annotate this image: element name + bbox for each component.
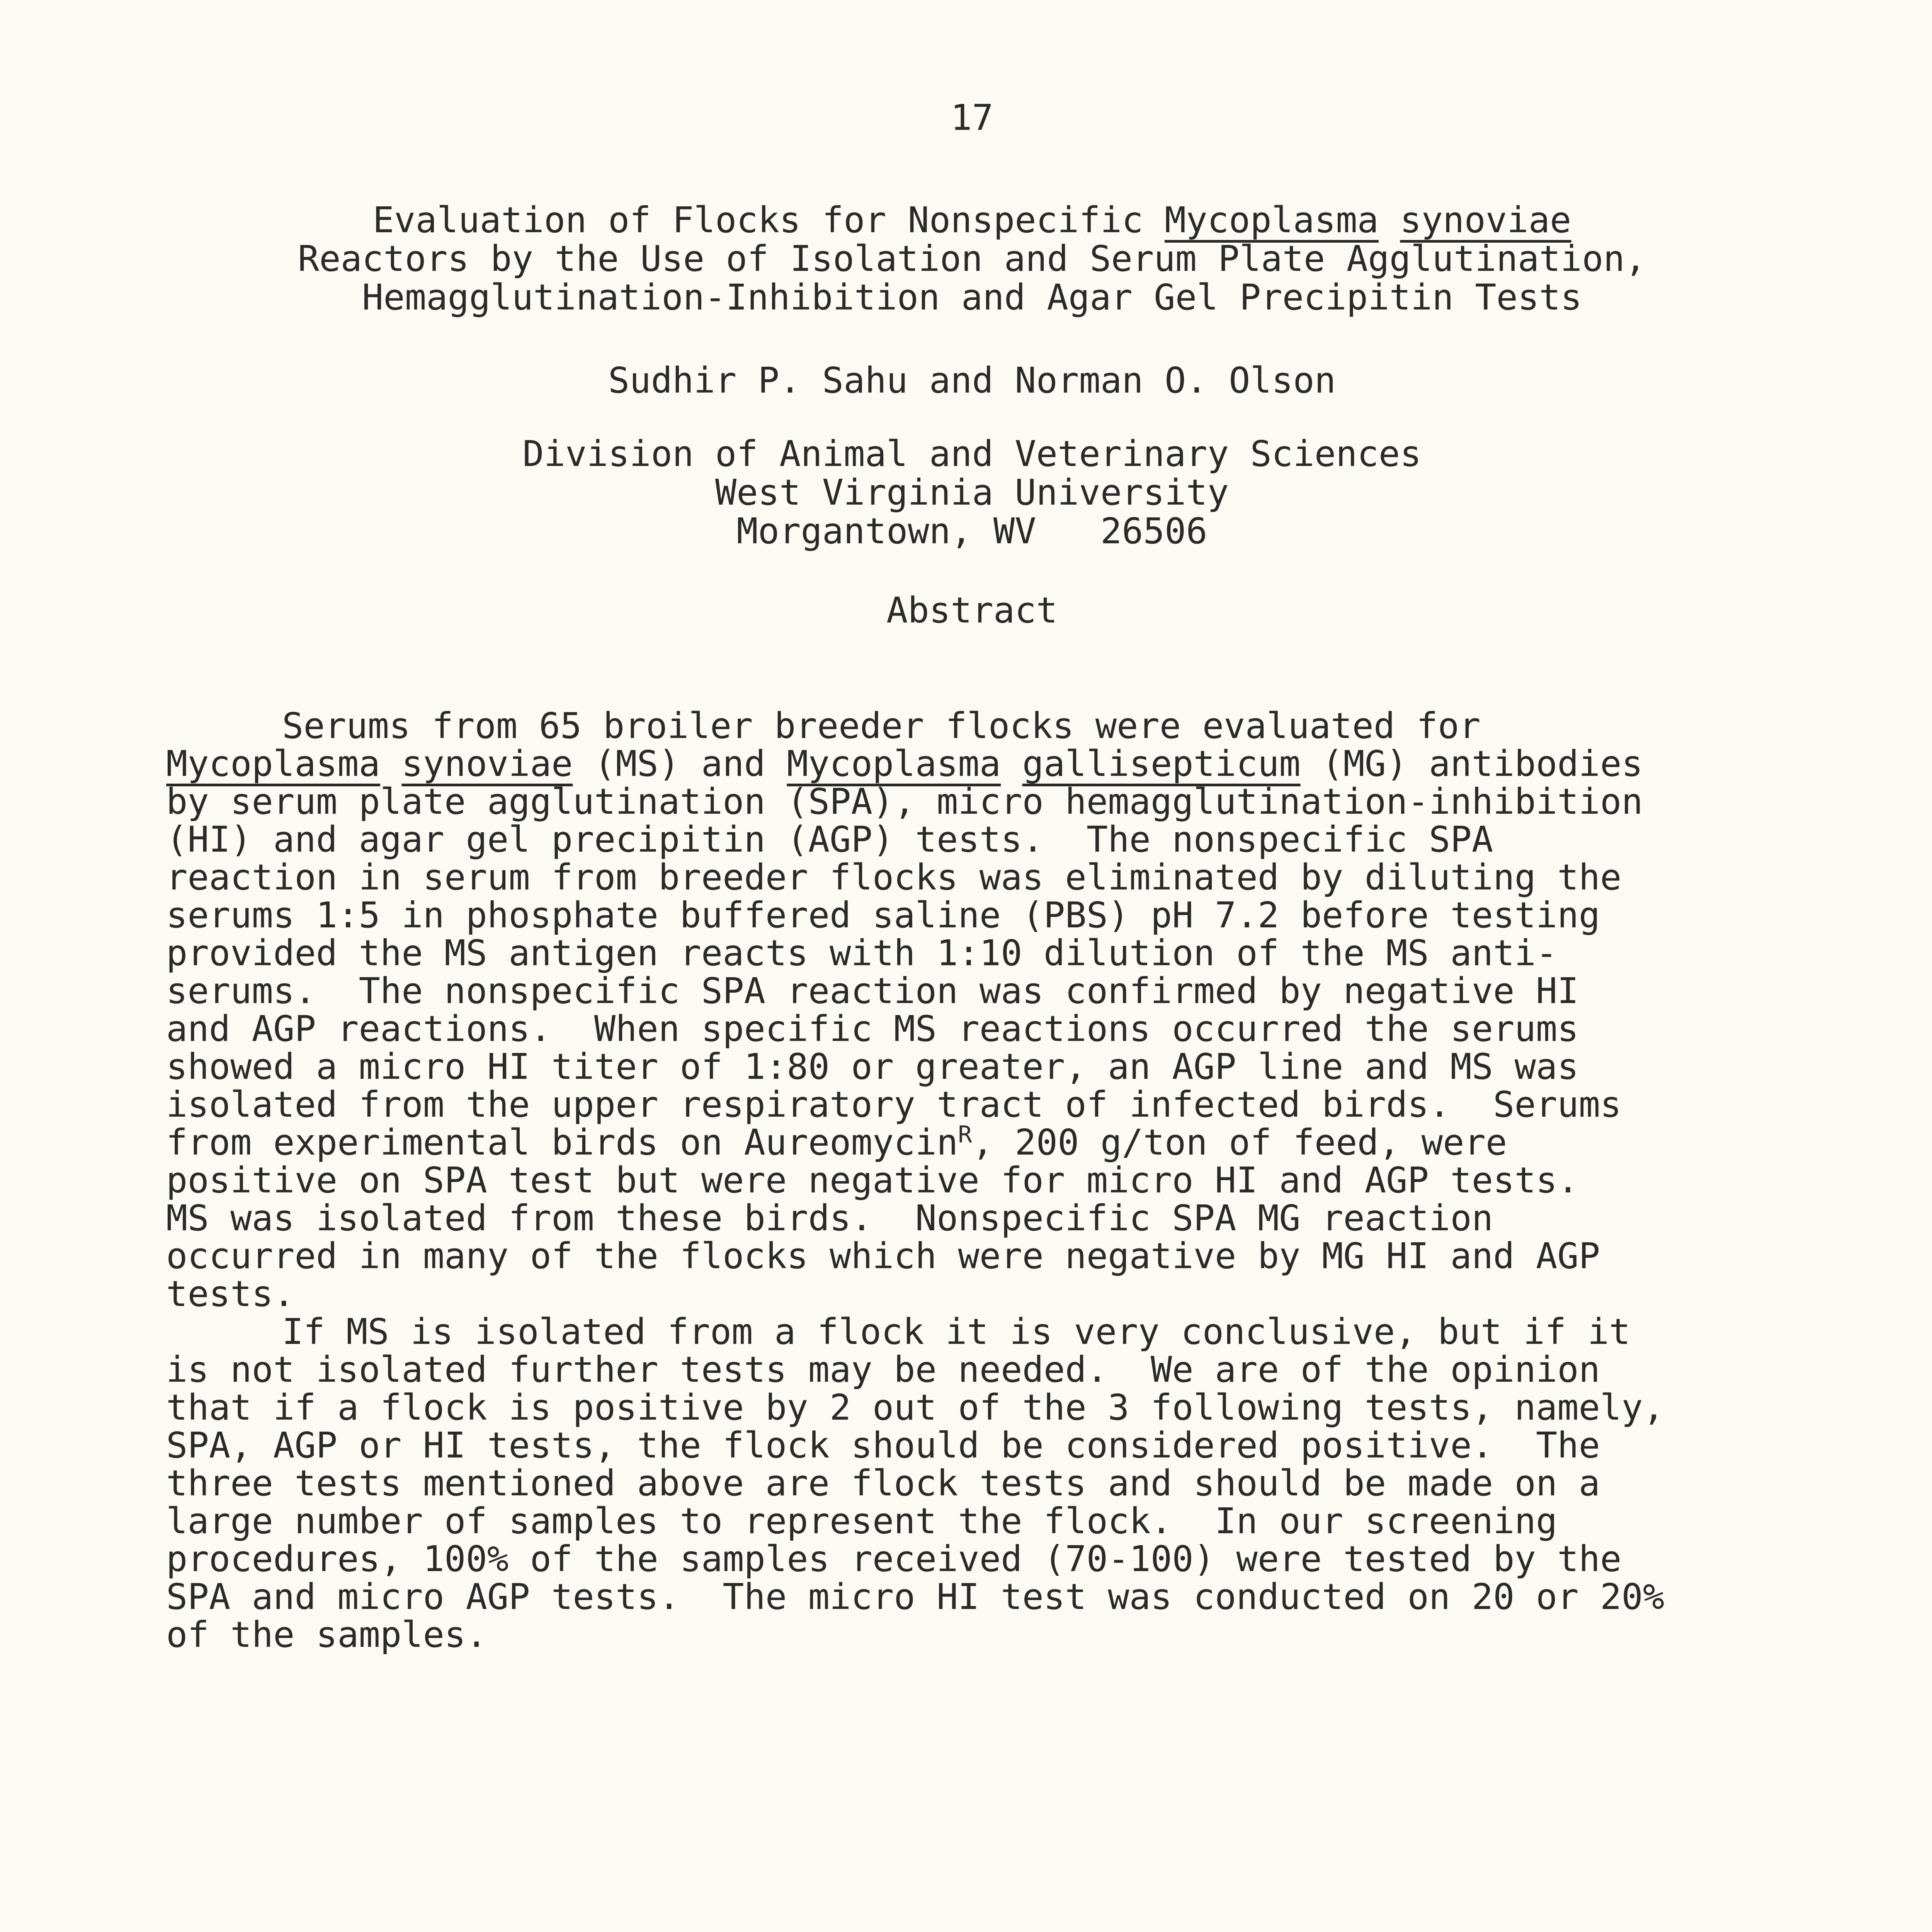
- paragraph-1-line: MS was isolated from these birds. Nonspecific SPA MG reaction: [166, 1197, 1493, 1239]
- paragraph-2-line: SPA, AGP or HI tests, the flock should be considered positive. The: [166, 1425, 1600, 1466]
- paragraph-2-line: that if a flock is positive by 2 out of the 3 following tests, namely,: [166, 1387, 1665, 1428]
- paragraph-2-line: If MS is isolated from a flock it is very conclusive, but if it: [282, 1311, 1631, 1352]
- paragraph-2-line: procedures, 100% of the samples received (70-100) were tested by the: [166, 1538, 1622, 1580]
- paragraph-1-line: serums. The nonspecific SPA reaction was confirmed by negative HI: [166, 970, 1579, 1012]
- title-species: synoviae: [1400, 199, 1571, 241]
- paragraph-1-line: isolated from the upper respiratory tract of infected birds. Serums: [166, 1084, 1622, 1125]
- page-number: 17: [951, 97, 993, 138]
- paragraph-2-line: of the samples.: [166, 1614, 487, 1655]
- affiliation-university: West Virginia University: [715, 472, 1229, 513]
- paragraph-2-line: SPA and micro AGP tests. The micro HI test was conducted on 20 or 20%: [166, 1576, 1665, 1617]
- title-line-1: Evaluation of Flocks for Nonspecific Mycoplasma synoviae: [372, 199, 1571, 241]
- paragraph-1-line: by serum plate agglutination (SPA), micro hemagglutination-inhibition: [166, 781, 1643, 822]
- paragraph-1-line: occurred in many of the flocks which were negative by MG HI and AGP: [166, 1235, 1600, 1277]
- paragraph-2-line: three tests mentioned above are flock tests and should be made on a: [166, 1463, 1600, 1504]
- paragraph-1-line: showed a micro HI titer of 1:80 or greater, an AGP line and MS was: [166, 1046, 1579, 1087]
- paragraph-1-line: from experimental birds on Aureomycin$^R$, 200 g/ton of feed, were: [166, 1121, 1507, 1163]
- paragraph-1-line: Mycoplasma synoviae (MS) and Mycoplasma gallisepticum (MG) antibodies: [166, 743, 1643, 784]
- affiliation-division: Division of Animal and Veterinary Sciences: [522, 433, 1422, 474]
- affiliation: [0, 435, 1932, 551]
- paragraph-1-line: reaction in serum from breeder flocks was eliminated by diluting the: [166, 857, 1622, 898]
- abstract-heading: Abstract: [886, 590, 1058, 631]
- paragraph-1-line: tests.: [166, 1273, 295, 1315]
- title-genus: Mycoplasma: [1165, 199, 1379, 241]
- authors: Sudhir P. Sahu and Norman O. Olson: [608, 360, 1336, 401]
- title-line-3: Hemagglutination-Inhibition and Agar Gel Precipitin Tests: [362, 277, 1582, 318]
- paragraph-1-line: serums 1:5 in phosphate buffered saline (PBS) pH 7.2 before testing: [166, 895, 1600, 936]
- paragraph-1-line: positive on SPA test but were negative for micro HI and AGP tests.: [166, 1160, 1579, 1201]
- paragraph-2-line: is not isolated further tests may be needed. We are of the opinion: [166, 1349, 1600, 1390]
- paragraph-1-line: (HI) and agar gel precipitin (AGP) tests. The nonspecific SPA: [166, 819, 1493, 860]
- paragraph-2-line: large number of samples to represent the flock. In our screening: [166, 1500, 1558, 1542]
- paper-title: [116, 201, 1828, 317]
- paragraph-1-line: Serums from 65 broiler breeder flocks were evaluated for: [282, 705, 1481, 747]
- paragraph-1-line: and AGP reactions. When specific MS reactions occurred the serums: [166, 1008, 1579, 1049]
- title-line-2: Reactors by the Use of Isolation and Serum Plate Agglutination,: [298, 238, 1646, 279]
- abstract-body: [166, 707, 1781, 1654]
- registered-superscript: R: [958, 1121, 972, 1148]
- affiliation-address: Morgantown, WV 26506: [736, 510, 1208, 552]
- paragraph-1-line: provided the MS antigen reacts with 1:10 dilution of the MS anti-: [166, 932, 1558, 974]
